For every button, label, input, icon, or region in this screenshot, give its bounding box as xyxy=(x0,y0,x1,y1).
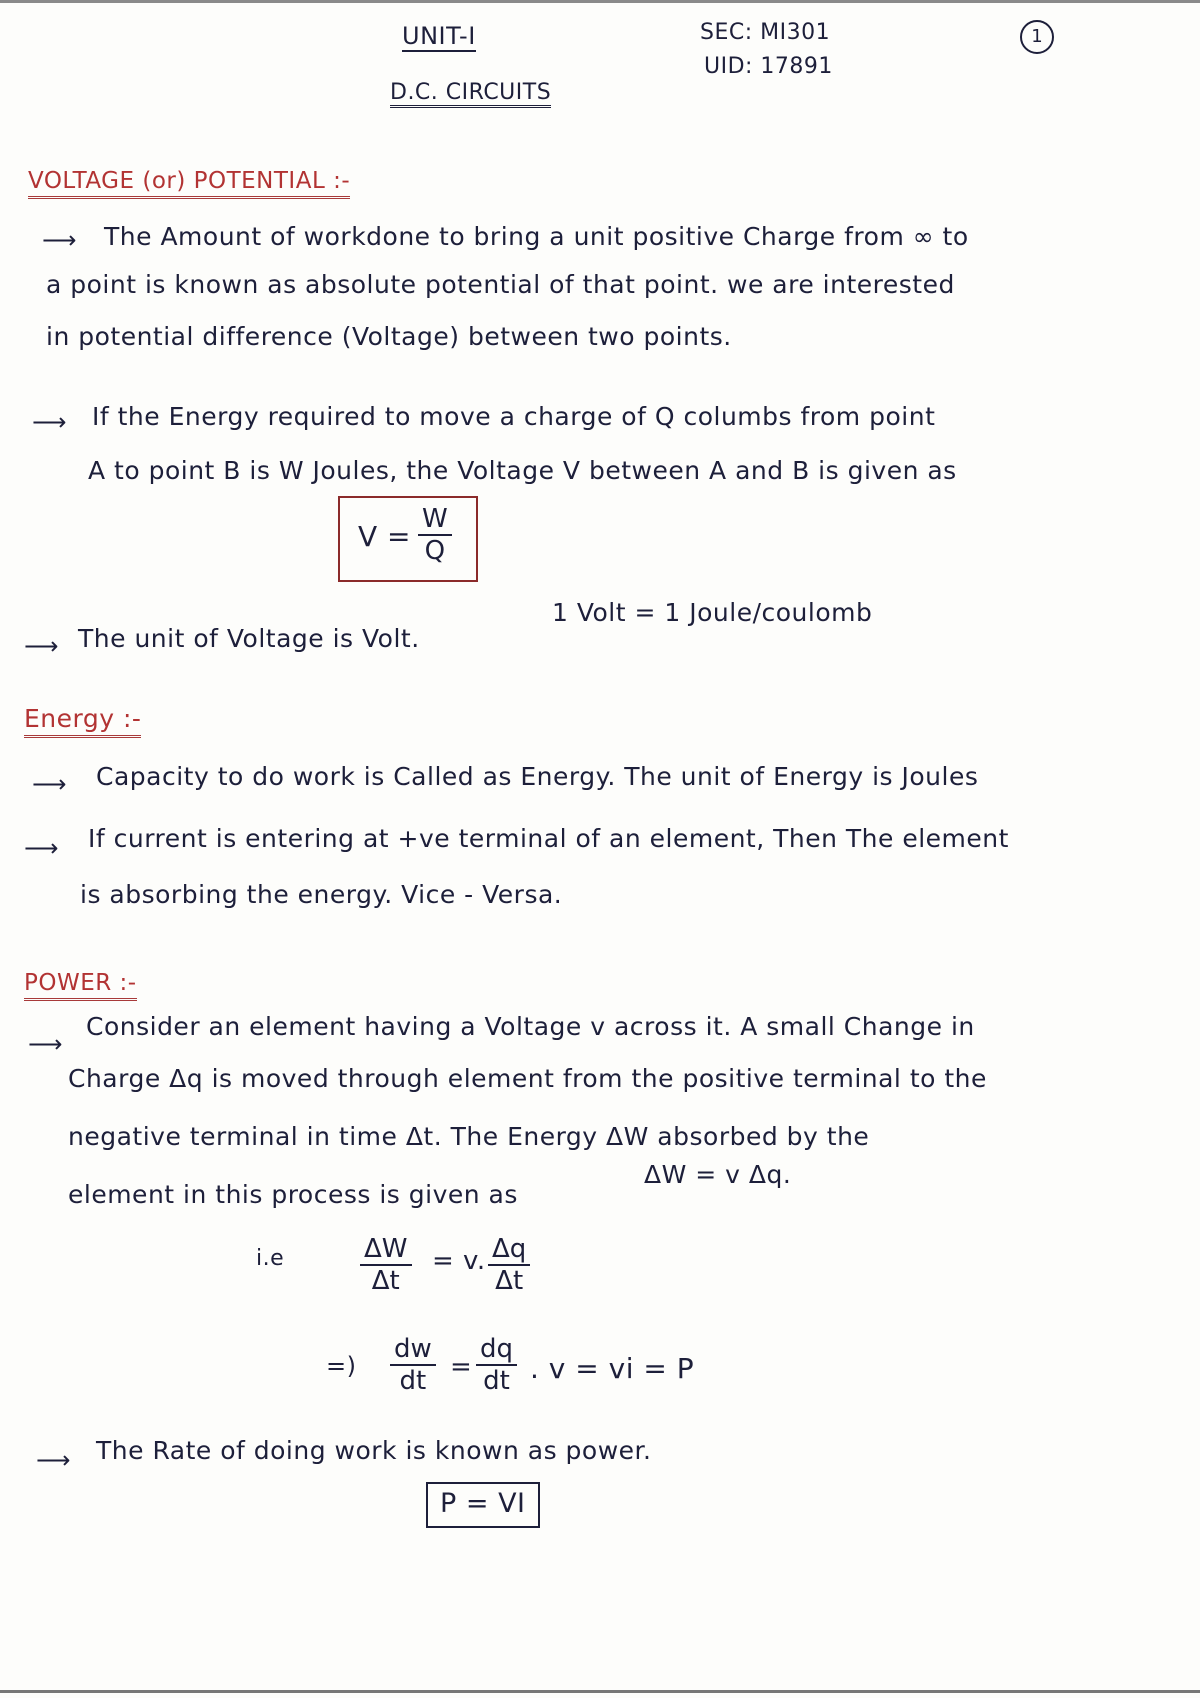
formula-numerator: W xyxy=(418,504,452,536)
voltage-unit-line: The unit of Voltage is Volt. xyxy=(78,624,420,653)
unit-label: UNIT-I xyxy=(402,22,476,50)
voltage-paragraph-line: A to point B is W Joules, the Voltage V between A and B is given as xyxy=(88,456,957,485)
voltage-heading: VOLTAGE (or) POTENTIAL :- xyxy=(28,168,350,194)
eq2-rest: . v = vi = P xyxy=(530,1352,695,1385)
page-number-badge: 1 xyxy=(1020,20,1054,54)
arrow-bullet-icon: ⟶ xyxy=(42,226,77,254)
voltage-unit-definition: 1 Volt = 1 Joule/coulomb xyxy=(552,598,873,627)
voltage-paragraph-line: in potential difference (Voltage) between two points. xyxy=(46,322,732,351)
power-formula-box xyxy=(426,1482,540,1528)
eq2-numerator: dw xyxy=(390,1334,436,1366)
ie-label: i.e xyxy=(256,1246,285,1271)
bottom-edge xyxy=(0,1690,1200,1693)
formula-lhs: V = xyxy=(358,520,412,553)
implies-symbol: =) xyxy=(326,1352,357,1380)
eq1-left-fraction xyxy=(360,1234,412,1296)
eq1-numerator: ΔW xyxy=(360,1234,412,1266)
formula-denominator: Q xyxy=(424,536,446,566)
power-line: Charge Δq is moved through element from the positive terminal to the xyxy=(68,1064,987,1093)
power-rate-line: The Rate of doing work is known as power. xyxy=(96,1436,652,1465)
power-line: element in this process is given as xyxy=(68,1180,518,1209)
page-title: D.C. CIRCUITS xyxy=(390,80,551,105)
uid-label: UID: 17891 xyxy=(704,54,833,79)
voltage-paragraph-line: The Amount of workdone to bring a unit positive Charge from ∞ to xyxy=(104,222,969,251)
arrow-bullet-icon: ⟶ xyxy=(24,834,59,862)
eq2-right-fraction xyxy=(476,1334,517,1396)
arrow-bullet-icon: ⟶ xyxy=(32,770,67,798)
eq1-middle: = v. xyxy=(432,1246,486,1276)
energy-heading: Energy :- xyxy=(24,704,141,733)
eq2-denominator: dt xyxy=(399,1366,427,1396)
energy-line: Capacity to do work is Called as Energy. The unit of Energy is Joules xyxy=(96,762,979,791)
eq1-right-denominator: Δt xyxy=(495,1266,524,1296)
power-heading: POWER :- xyxy=(24,970,137,996)
power-line: Consider an element having a Voltage v across it. A small Change in xyxy=(86,1012,975,1041)
top-edge xyxy=(0,0,1200,3)
section-label: SEC: MI301 xyxy=(700,20,831,45)
power-line: negative terminal in time Δt. The Energy ΔW absorbed by the xyxy=(68,1122,870,1151)
arrow-bullet-icon: ⟶ xyxy=(32,408,67,436)
voltage-paragraph-line: a point is known as absolute potential of that point. we are interested xyxy=(46,270,955,299)
power-energy-equation: ΔW = v Δq. xyxy=(644,1160,792,1189)
arrow-bullet-icon: ⟶ xyxy=(24,632,59,660)
eq2-equals: = xyxy=(450,1352,473,1382)
power-formula: P = VI xyxy=(440,1488,526,1519)
eq1-right-fraction xyxy=(488,1234,530,1296)
eq2-left-fraction xyxy=(390,1334,436,1396)
arrow-bullet-icon: ⟶ xyxy=(36,1446,71,1474)
arrow-bullet-icon: ⟶ xyxy=(28,1030,63,1058)
formula-fraction xyxy=(418,504,452,566)
eq2-right-numerator: dq xyxy=(476,1334,517,1366)
eq2-right-denominator: dt xyxy=(483,1366,510,1396)
energy-line: If current is entering at +ve terminal of an element, Then The element xyxy=(88,824,1009,853)
voltage-paragraph-line: If the Energy required to move a charge of Q columbs from point xyxy=(92,402,936,431)
eq1-right-numerator: Δq xyxy=(488,1234,530,1266)
energy-line: is absorbing the energy. Vice - Versa. xyxy=(80,880,563,909)
eq1-denominator: Δt xyxy=(371,1266,400,1296)
voltage-formula-box xyxy=(338,496,478,582)
